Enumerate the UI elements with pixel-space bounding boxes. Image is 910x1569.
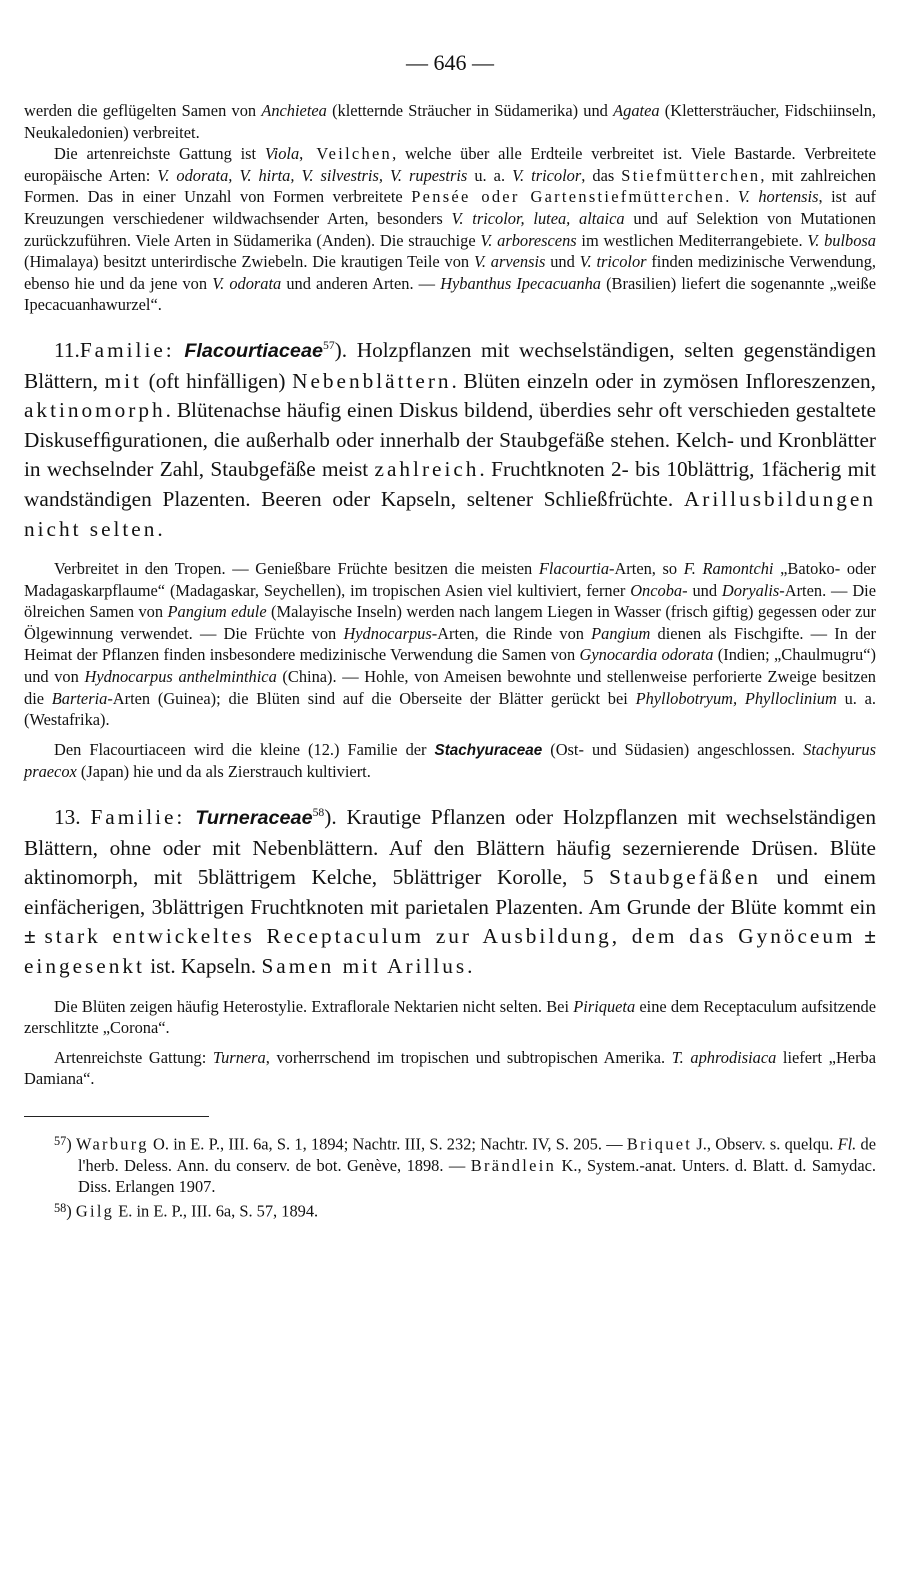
genus-name: Barteria — [51, 688, 108, 708]
text-run: - und — [682, 580, 722, 600]
species-name: V. tricolor — [512, 165, 582, 185]
text-run: -Arten, so — [609, 559, 684, 579]
species-names: V. tricolor, lutea, altaica — [451, 208, 625, 228]
genus-names: Phyllobotryum, Phylloclinium — [635, 688, 837, 708]
text-run: (Malayische Inseln) werden nach langem Liegen in Wasser (frisch giftig) gegessen oder zur Ölgewinnung verwendet. — Die Früchte von — [24, 602, 877, 643]
genus-name: Oncoba — [630, 580, 683, 600]
spaced-text: stark entwickeltes Receptaculum zur Ausbildung, dem das Gynöceum — [44, 924, 856, 949]
text-run: (Himalaya) besitzt unterirdische Zwiebeln. Die krautigen Teile von — [24, 252, 474, 272]
text-run — [856, 924, 865, 948]
text-run: K., System.-anat. Unters. d. Blatt. d. Samydac. Diss. Erlangen 1907. — [78, 1155, 876, 1197]
genus-name: Hydnocarpus — [343, 623, 432, 643]
family-number: 13. — [54, 805, 81, 830]
family-name: Turneraceae — [195, 807, 313, 830]
text-run: eine dem Receptaculum aufsitzende zerschlitzte „Corona“. — [24, 996, 876, 1038]
page-number: — 646 — — [406, 50, 494, 75]
text-run: ). Holzpflanzen mit wechselständigen, selten gegenständigen Blättern, — [24, 337, 876, 393]
text-run: O. in E. P., III. 6a, S. 1, 1894; Nachtr. III, S. 232; Nachtr. IV, S. 205. — — [148, 1134, 627, 1154]
text-run: im westlichen Mediterrangebiete. — [576, 230, 808, 250]
spaced-text: Pensée oder Gartenstiefmütterchen — [411, 187, 726, 207]
family-name: Stachyuraceae — [434, 741, 543, 759]
text-run: (kletternde Sträucher in Südamerika) und — [326, 101, 614, 120]
text-run: -Arten (Guinea); die Blüten sind auf die Oberseite der Blätter gerückt bei — [107, 688, 636, 708]
text-run: Artenreichste Gattung: — [54, 1047, 213, 1067]
plus-minus-sign: ± — [24, 924, 36, 949]
genus-name: Anchietea — [261, 101, 327, 120]
genus-name: Doryalis — [721, 580, 780, 600]
text-run: , welche über alle Erdteile verbreitet ist. Viele Bastarde. Verbreitete europäische Arten: — [24, 144, 876, 185]
text-run: . Fruchtknoten 2- bis 10blättrig, 1fächerig mit wandständigen Plazenten. Beeren oder Kapseln, seltener Schließfrüchte. — [24, 457, 876, 511]
text-run: Die artenreichste Gattung ist — [54, 144, 265, 164]
text-run: -Arten, die Rinde von — [431, 623, 592, 643]
text-run: und anderen Arten. — — [281, 273, 441, 293]
paragraph-turnera — [24, 1047, 876, 1090]
text-run: , ist auf Kreuzungen verschiedener wildwachsender Arten, besonders — [24, 187, 877, 228]
text-run: und auf Selektion von Mutationen zurückzuführen. Viele Arten in Südamerika (Anden). Die strauchige — [24, 208, 876, 250]
text-run: Den Flacourtiaceen wird die kleine (12.) Familie der — [54, 739, 435, 759]
text-run: . — [157, 516, 163, 541]
text-run: ). Krautige Pflanzen oder Holzpflanzen mit wechselständigen Blättern, ohne oder mit Nebenblättern. Auf den Blättern häufig sezernierende Drüsen. Blüte aktinomorph, mit 5blättrigem Kelche, 5blättriger Korolle, 5 — [24, 805, 876, 890]
text-run: Die Blüten zeigen häufig Heterostylie. Extraflorale Nektarien nicht selten. Bei — [54, 996, 574, 1016]
footnote-divider — [24, 1116, 209, 1117]
genus-name: Agatea — [613, 101, 660, 120]
text-run: J., Observ. s. quelqu. — [692, 1134, 838, 1154]
author-name: Brändlein — [470, 1155, 557, 1175]
text-run: , vorherrschend im tropischen und subtropischen Amerika. — [265, 1047, 672, 1067]
species-name: V. hortensis — [737, 187, 819, 207]
text-run: werden die geflügelten Samen von — [24, 101, 262, 120]
text-run: dienen als Fischgifte. — In der Heimat der Pflanzen finden insbesondere medizinische Verwendung die Samen von — [24, 623, 877, 665]
spaced-text: Staubgefäßen — [609, 865, 761, 890]
spaced-text: mit — [104, 368, 142, 393]
text-run: (Brasilien) liefert die sogenannte „weiße Ipecacuanhawurzel“. — [24, 273, 876, 315]
text-run: E. in E. P., III. 6a, S. 57, 1894. — [114, 1201, 319, 1221]
text-run: liefert „Herba Damiana“. — [24, 1047, 877, 1089]
spaced-text: aktinomorph — [24, 398, 166, 423]
text-run: finden medizinische Verwendung, ebenso hie und da jene von — [24, 252, 876, 293]
footnote-paren: ) — [66, 1134, 77, 1154]
footnote-number: 58 — [54, 1201, 67, 1216]
author-name: Briquet — [626, 1134, 693, 1154]
text-run: (Ost- und Südasien) angeschlossen. — [542, 739, 804, 759]
footnote-ref: 57 — [322, 338, 335, 352]
text-run: . Blütenachse häufig einen Diskus bildend, überdies sehr oft verschieden gestaltete Diskusefﬁgurationen, die außerhalb oder innerhalb der Staubgefäße stehen. Kelch- und Kronblätter in wechselnder Zahl, Staubgefäße meist — [24, 398, 876, 482]
spaced-text: eingesenkt — [24, 954, 145, 978]
text-run: (oft hinfälligen) — [141, 368, 293, 393]
species-name: F. Ramontchi — [683, 559, 774, 579]
text-run: (Japan) hie und da als Zierstrauch kultiviert. — [76, 762, 371, 782]
plus-minus-sign: ± — [864, 924, 876, 949]
species-name: Gynocardia odorata — [579, 645, 714, 665]
text-run: (Indien; „Chaulmugru“) und von — [24, 645, 876, 687]
spaced-text: , Veilchen — [299, 144, 393, 164]
author-name: Warburg — [76, 1134, 149, 1154]
species-name: V. bulbosa — [807, 230, 876, 250]
species-name: T. aphrodisiaca — [671, 1047, 777, 1067]
text-run: . — [467, 954, 473, 978]
family-11-description — [24, 336, 876, 544]
text-run: (China). — Hohle, von Ameisen bewohnte und stellenweise perforierte Zweige besitzen die — [24, 667, 876, 708]
genus-name: Pangium — [591, 623, 651, 643]
species-name: Stachyurus praecox — [24, 739, 876, 782]
species-name: Hydnocarpus anthelminthica — [84, 667, 277, 687]
text-run: -Arten. — Die ölreichen Samen von — [24, 580, 876, 622]
species-name: Pangium edule — [167, 602, 267, 622]
species-name: Hybanthus Ipecacuanha — [440, 273, 601, 293]
paragraph-flacourtiaceae-distribution — [24, 558, 876, 731]
text-run: u. a. — [467, 165, 513, 185]
paragraph-heterostylie — [24, 996, 876, 1039]
text-run: . Blüten einzeln oder in zymösen Infloreszenzen, — [451, 368, 876, 393]
spaced-text: Arillusbildungen nicht selten — [24, 486, 876, 541]
document-page — [24, 48, 876, 1222]
spaced-text: Stiefmütterchen — [621, 165, 761, 185]
text-run: . — [725, 187, 738, 207]
text-run: (Klettersträucher, Fidschiinseln, Neukaledonien) verbreitet. — [24, 101, 876, 142]
text-run: ist. Kapseln. — [144, 954, 262, 978]
text-run: u. a. (Westafrika). — [24, 688, 877, 730]
text-run: , mit zahlreichen Formen. Das in einer Unzahl von Formen verbreitete — [24, 165, 876, 207]
author-name: Gilg — [75, 1201, 115, 1221]
footnote-ref: 58 — [312, 805, 325, 819]
species-name: V. arborescens — [480, 230, 577, 250]
species-names: V. odorata, V. hirta, V. silvestris, V. rupestris — [157, 165, 468, 185]
genus-name: Flacourtia — [538, 559, 610, 579]
text-run: de l'herb. Deless. Ann. du conserv. de bot. Genève, 1898. — — [78, 1134, 876, 1175]
footnote-paren: ) — [66, 1201, 76, 1221]
genus-name: Turnera — [212, 1047, 266, 1067]
genus-name: Piriqueta — [573, 996, 636, 1016]
species-name: V. arvensis — [473, 252, 546, 272]
family-label: Familie: — [90, 805, 186, 830]
footnote-number: 57 — [54, 1133, 67, 1148]
paragraph-stachyuraceae — [24, 739, 876, 783]
text-run: , das — [581, 165, 622, 185]
paragraph-viola — [24, 143, 876, 316]
text-run: Verbreitet in den Tropen. — Genießbare Früchte besitzen die meisten — [54, 559, 539, 579]
spaced-text: zahlreich — [374, 457, 480, 482]
species-name: V. tricolor — [579, 252, 647, 272]
footnote-57 — [24, 1131, 876, 1198]
family-number: 11. — [54, 337, 80, 362]
family-label: Familie: — [79, 337, 175, 362]
family-13-description — [24, 803, 876, 982]
spaced-text: Samen mit Arillus — [261, 954, 468, 978]
spaced-text: Nebenblättern — [292, 368, 452, 393]
text-run: und — [545, 252, 580, 272]
footnote-58 — [24, 1198, 876, 1222]
paragraph-continuation — [24, 100, 876, 143]
genus-name: Viola — [264, 144, 300, 164]
family-name: Flacourtiaceae — [184, 339, 323, 362]
abbreviation: Fl. — [837, 1134, 857, 1154]
species-name: V. odorata — [212, 273, 282, 293]
text-run: „Batoko- oder Madagaskarpflaume“ (Madagaskar, Seychellen), im tropischen Asien viel kultiviert, ferner — [24, 559, 876, 600]
text-run: und einem einfächerigen, 3blättrigen Fruchtknoten mit parietalen Plazenten. Am Grunde der Blüte kommt ein — [24, 865, 876, 919]
